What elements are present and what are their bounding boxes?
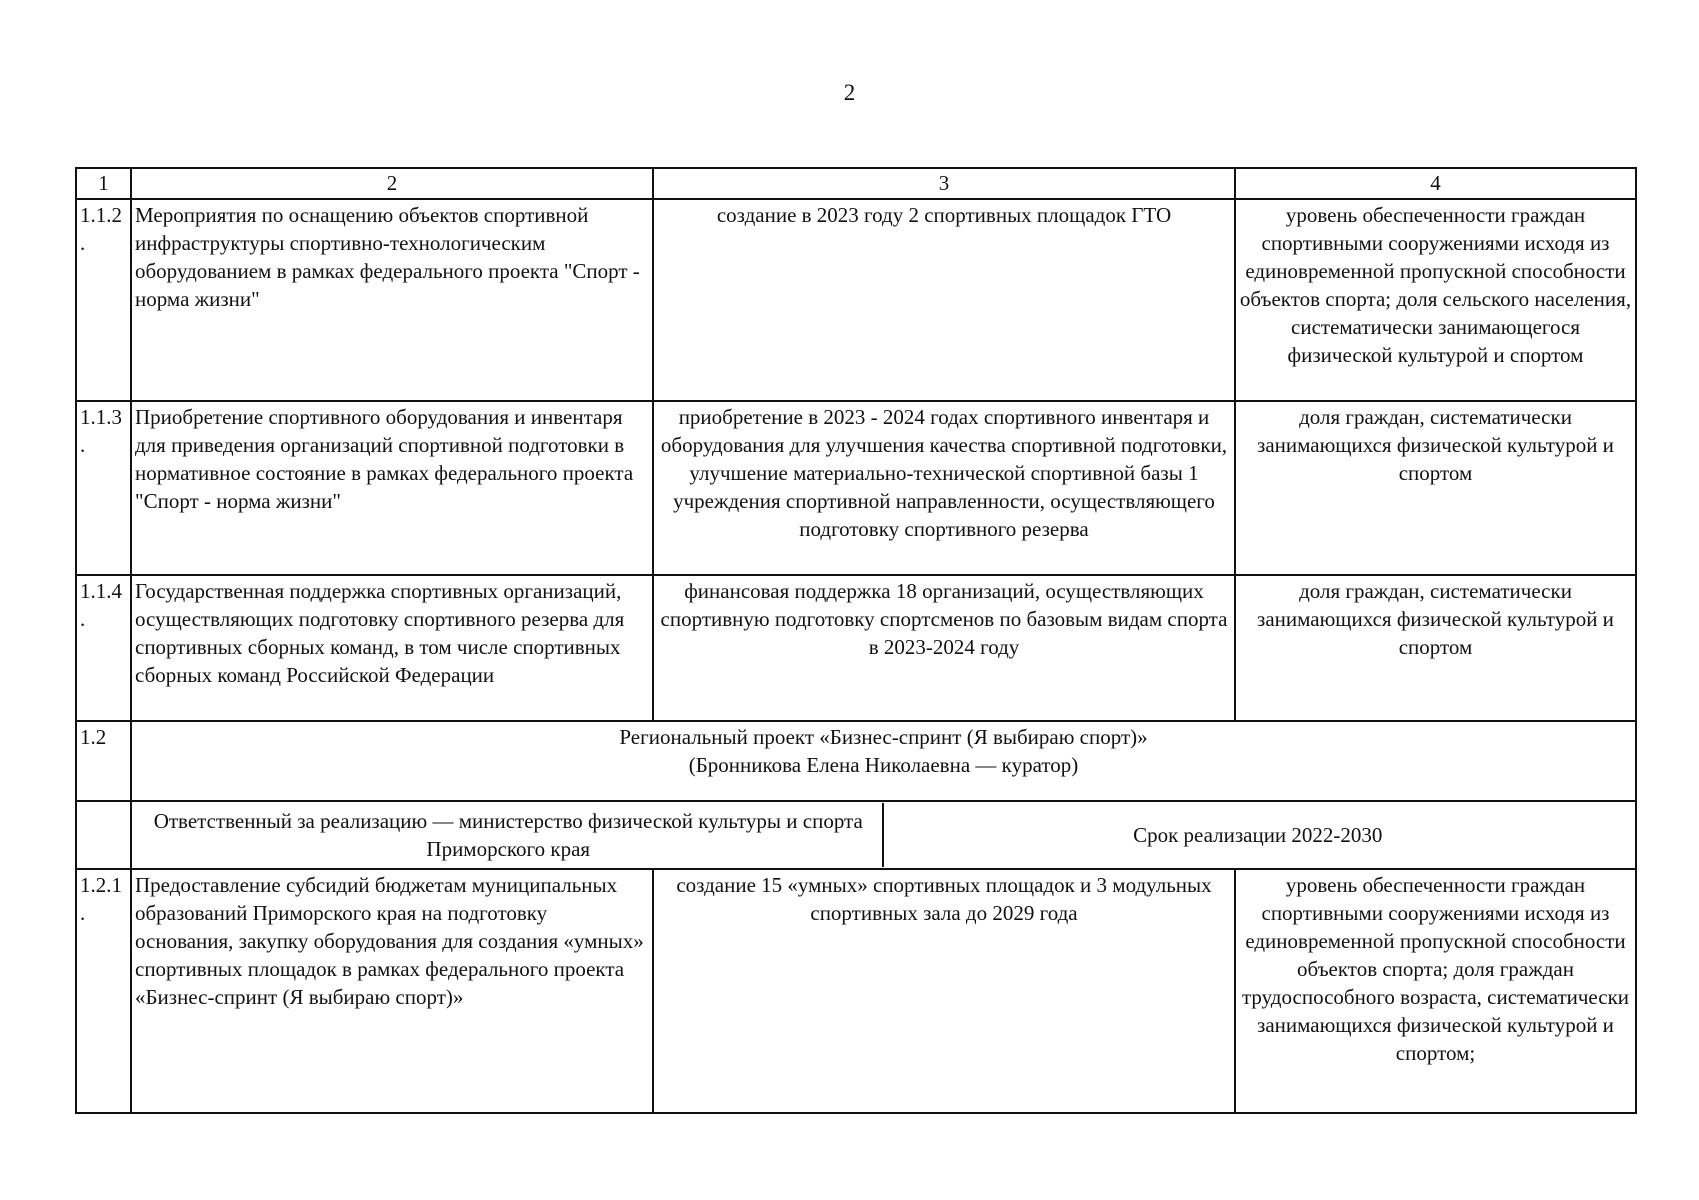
row-number: 1.1.4. <box>76 575 131 721</box>
indicator-cell: уровень обеспеченности граждан спортивными сооружениями исходя из единовременной пропускной способности объектов спорта; доля сельского населения, систематически занимающегося физической культурой и спортом <box>1235 199 1636 401</box>
header-col-4: 4 <box>1235 168 1636 199</box>
project-curator: (Бронникова Елена Николаевна — куратор) <box>688 753 1079 777</box>
table-header-row <box>76 168 1636 199</box>
project-responsible: Ответственный за реализацию — министерство физической культуры и спорта Приморского края <box>135 803 884 867</box>
result-cell: приобретение в 2023 - 2024 годах спортивного инвентаря и оборудования для улучшения качества спортивной подготовки, улучшение материально-технической спортивной базы 1 учреждения спортивной направленности, осуществляющего подготовку спортивного резерва <box>653 401 1235 575</box>
indicator-cell: доля граждан, систематически занимающихся физической культурой и спортом <box>1235 575 1636 721</box>
table-row <box>76 575 1636 721</box>
activity-cell: Приобретение спортивного оборудования и инвентаря для приведения организаций спортивной подготовки в нормативное состояние в рамках федерального проекта "Спорт - норма жизни" <box>131 401 653 575</box>
project-term: Срок реализации 2022-2030 <box>1133 823 1383 847</box>
program-table <box>75 167 1637 1114</box>
project-number: 1.2 <box>76 721 131 801</box>
project-info-row <box>76 801 1636 869</box>
row-number: 1.1.3. <box>76 401 131 575</box>
activity-cell: Предоставление субсидий бюджетам муниципальных образований Приморского края на подготовку основания, закупку оборудования для создания «умных» спортивных площадок в рамках федерального проекта «Бизнес-спринт (Я выбираю спорт)» <box>131 869 653 1113</box>
header-col-3: 3 <box>653 168 1235 199</box>
table-row <box>76 401 1636 575</box>
row-number: 1.2.1. <box>76 869 131 1113</box>
result-cell: создание 15 «умных» спортивных площадок и 3 модульных спортивных зала до 2029 года <box>653 869 1235 1113</box>
project-title-cell <box>131 721 1636 801</box>
result-cell: финансовая поддержка 18 организаций, осуществляющих спортивную подготовку спортсменов по базовым видам спорта в 2023-2024 году <box>653 575 1235 721</box>
indicator-cell: уровень обеспеченности граждан спортивными сооружениями исходя из единовременной пропускной способности объектов спорта; доля граждан трудоспособного возраста, систематически занимающихся физической культурой и спортом; <box>1235 869 1636 1113</box>
table-row <box>76 199 1636 401</box>
header-col-2: 2 <box>131 168 653 199</box>
row-number: 1.1.2. <box>76 199 131 401</box>
table-row <box>76 869 1636 1113</box>
indicator-cell: доля граждан, систематически занимающихся физической культурой и спортом <box>1235 401 1636 575</box>
project-info-cell <box>131 801 1636 869</box>
result-cell: создание в 2023 году 2 спортивных площадок ГТО <box>653 199 1235 401</box>
activity-cell: Государственная поддержка спортивных организаций, осуществляющих подготовку спортивного резерва для спортивных сборных команд, в том числе спортивных сборных команд Российской Федерации <box>131 575 653 721</box>
project-title: Региональный проект «Бизнес-спринт (Я выбираю спорт)» <box>619 725 1148 749</box>
activity-cell: Мероприятия по оснащению объектов спортивной инфраструктуры спортивно-технологическим оборудованием в рамках федерального проекта "Спорт - норма жизни" <box>131 199 653 401</box>
page-number: 2 <box>843 80 856 105</box>
header-col-1: 1 <box>76 168 131 199</box>
empty-number-cell <box>76 801 131 869</box>
project-row <box>76 721 1636 801</box>
